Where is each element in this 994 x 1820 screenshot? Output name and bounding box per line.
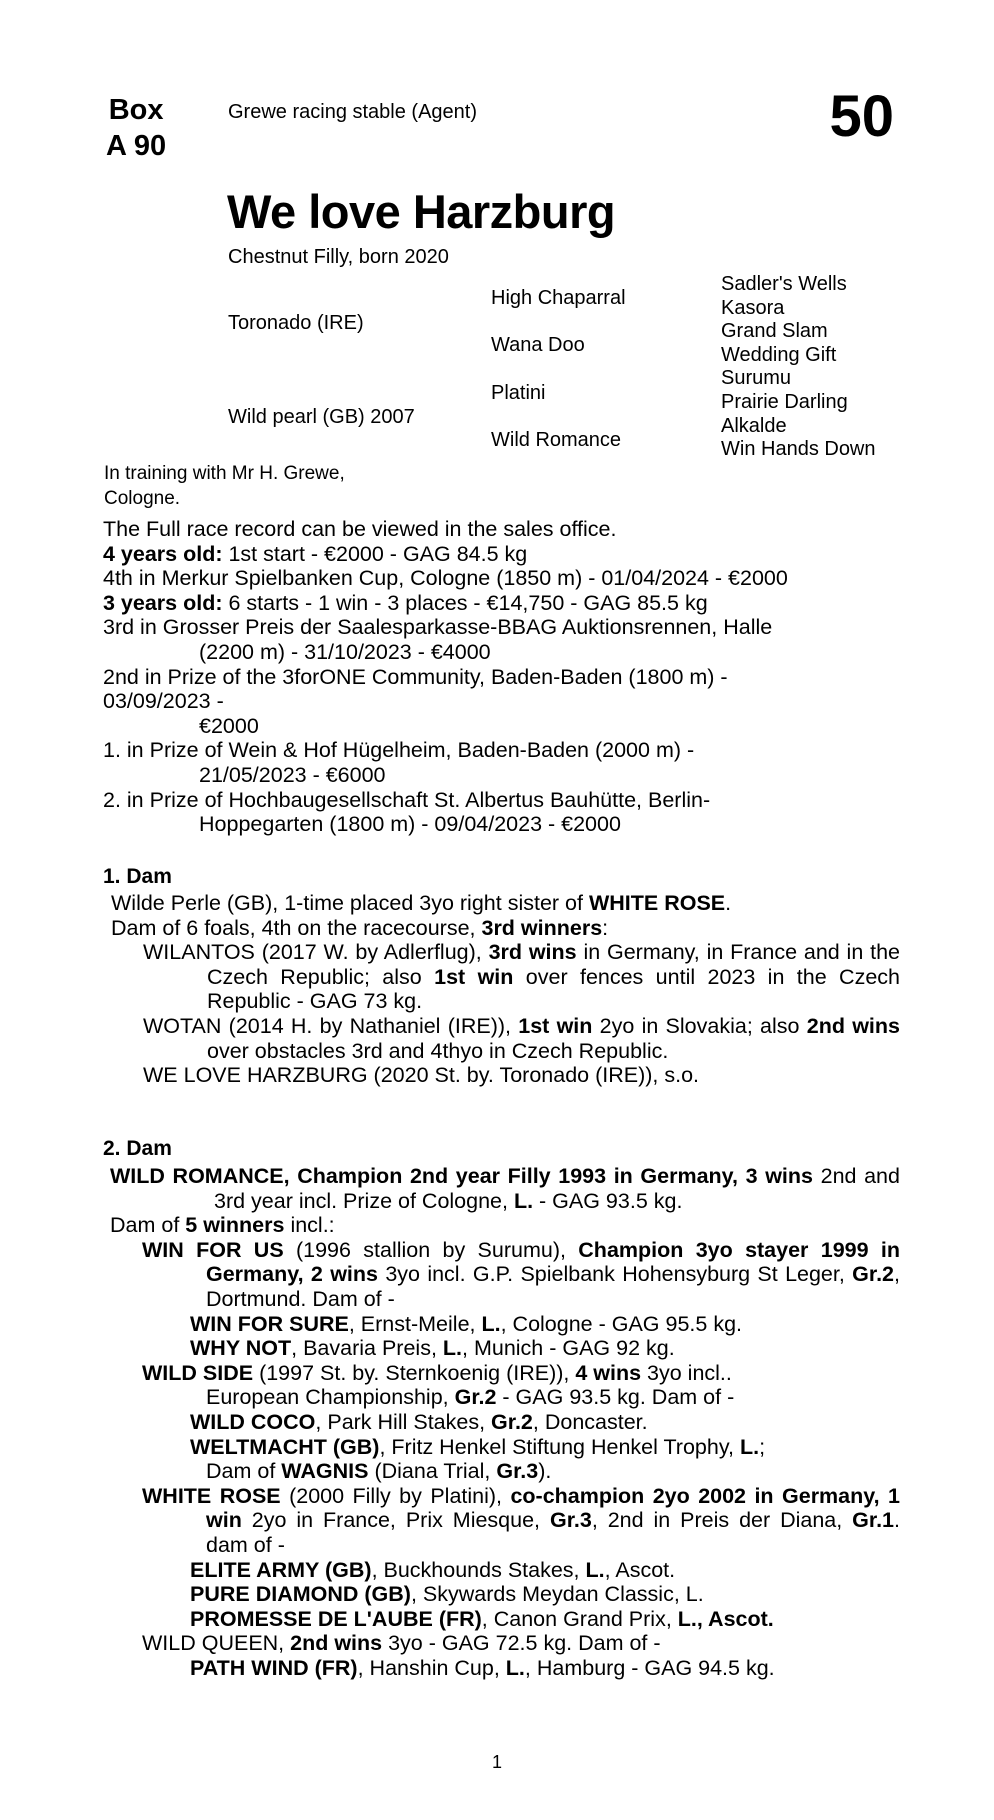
training-info	[104, 461, 434, 511]
dam2-main: WILD ROMANCE, Champion 2nd year Filly 1993 in Germany, 3 wins 2nd and 3rd year incl. Prize of Cologne, L. - GAG 93.5 kg.	[110, 1164, 900, 1213]
lot-number: 50	[829, 84, 894, 149]
pedigree-dam-dam: Wild Romance	[491, 429, 622, 451]
pedigree-g3-item: Alkalde	[721, 414, 787, 437]
box-label	[106, 92, 166, 164]
dam1-line-2: Dam of 6 foals, 4th on the racecourse, 3rd winners:	[111, 915, 609, 940]
pedigree-g3-item: Surumu	[721, 367, 792, 390]
record-3yo-summary: 6 starts - 1 win - 3 places - €14,750 - GAG 85.5 kg	[222, 590, 708, 615]
horse-description: Chestnut Filly, born 2020	[228, 246, 449, 268]
box-number: A 90	[106, 130, 167, 162]
record-4yo-summary: 1st start - €2000 - GAG 84.5 kg	[222, 541, 528, 566]
dam2-pure-diamond: PURE DIAMOND (GB), Skywards Meydan Classic, L.	[190, 1582, 704, 1607]
pedigree-third-generation	[721, 273, 876, 462]
dam1-offspring-3: WE LOVE HARZBURG (2020 St. by. Toronado (IRE)), s.o.	[143, 1063, 699, 1088]
dam2-wild-side: WILD SIDE (1997 St. by. Sternkoenig (IRE)), 4 wins 3yo incl.. European Championship, Gr.2 - GAG 93.5 kg. Dam of -	[142, 1360, 735, 1410]
pedigree-g3-item: Sadler's Wells	[721, 273, 847, 295]
pedigree-dam: Wild pearl (GB) 2007	[228, 406, 415, 428]
dam2-win-for-us: WIN FOR US (1996 stallion by Surumu), Champion 3yo stayer 1999 in Germany, 2 wins 3yo incl. G.P. Spielbank Hohensyburg St Leger, Gr.2, Dortmund. Dam of -	[142, 1237, 900, 1311]
pedigree-g3-item: Prairie Darling	[721, 390, 848, 413]
record-3yo-race-1: 3rd in Grosser Preis der Saalesparkasse-BBAG Auktionsrennen, Halle (2200 m) - 31/10/2023 - €4000	[103, 615, 773, 664]
pedigree-g3-item: Wedding Gift	[721, 343, 837, 366]
dam1-section	[111, 891, 900, 1088]
dam2-section	[110, 1164, 900, 1680]
dam2-wild-queen: WILD QUEEN, 2nd wins 3yo - GAG 72.5 kg. Dam of -	[142, 1631, 661, 1656]
record-4yo-label: 4 years old:	[103, 541, 223, 566]
dam2-win-for-sure: WIN FOR SURE, Ernst-Meile, L., Cologne - GAG 95.5 kg.	[190, 1311, 742, 1336]
record-note: The Full race record can be viewed in the sales office.	[103, 517, 617, 541]
race-record	[103, 517, 903, 837]
dam2-white-rose: WHITE ROSE (2000 Filly by Platini), co-champion 2yo 2002 in Germany, 1 win 2yo in France, Prix Miesque, Gr.3, 2nd in Preis der Diana, Gr.1. dam of -	[142, 1483, 901, 1557]
dam1-offspring-1: WILANTOS (2017 W. by Adlerflug), 3rd wins in Germany, in France and in the Czech Republic; also 1st win over fences until 2023 in the Czech Republic - GAG 73 kg.	[143, 940, 900, 1014]
dam2-weltmacht: WELTMACHT (GB), Fritz Henkel Stiftung Henkel Trophy, L.; Dam of WAGNIS (Diana Trial, Gr.3).	[190, 1434, 766, 1484]
record-3yo-label: 3 years old:	[103, 590, 223, 615]
training-line: In training with Mr H. Grewe,	[104, 463, 345, 484]
training-line: Cologne.	[104, 488, 181, 509]
pedigree-g3-item: Kasora	[721, 296, 785, 319]
page-number: 1	[491, 1752, 502, 1772]
dam1-line-1: Wilde Perle (GB), 1-time placed 3yo right sister of WHITE ROSE.	[111, 891, 732, 915]
record-4yo-race: 4th in Merkur Spielbanken Cup, Cologne (1850 m) - 01/04/2024 - €2000	[103, 566, 788, 591]
pedigree-g3-item: Grand Slam	[721, 320, 828, 343]
dam2-dam-of: Dam of 5 winners incl.:	[110, 1213, 335, 1238]
horse-name: We love Harzburg	[227, 185, 616, 238]
dam2-wild-coco: WILD COCO, Park Hill Stakes, Gr.2, Doncaster.	[190, 1409, 648, 1434]
record-4yo	[103, 542, 903, 567]
dam1-heading: 1. Dam	[103, 865, 172, 888]
record-3yo	[103, 591, 903, 616]
pedigree-sire-dam: Wana Doo	[491, 334, 585, 356]
record-3yo-race-3: 1. in Prize of Wein & Hof Hügelheim, Baden-Baden (2000 m) - 21/05/2023 - €6000	[103, 738, 695, 787]
pedigree-sire: Toronado (IRE)	[228, 312, 364, 334]
pedigree-g3-item: Win Hands Down	[721, 438, 876, 461]
dam1-offspring-2: WOTAN (2014 H. by Nathaniel (IRE)), 1st win 2yo in Slovakia; also 2nd wins over obstacles 3rd and 4thyo in Czech Republic.	[143, 1013, 900, 1063]
agent-name: Grewe racing stable (Agent)	[228, 101, 478, 123]
dam2-heading: 2. Dam	[103, 1137, 172, 1160]
record-3yo-race-2: 2nd in Prize of the 3forONE Community, Baden-Baden (1800 m) - 03/09/2023 - €2000	[103, 664, 728, 738]
pedigree-dam-sire: Platini	[491, 382, 546, 404]
dam2-path-wind: PATH WIND (FR), Hanshin Cup, L., Hamburg - GAG 94.5 kg.	[190, 1655, 775, 1680]
dam2-promesse: PROMESSE DE L'AUBE (FR), Canon Grand Prix, L., Ascot.	[190, 1606, 774, 1631]
pedigree-sire-sire: High Chaparral	[491, 287, 626, 309]
record-3yo-race-4: 2. in Prize of Hochbaugesellschaft St. Albertus Bauhütte, Berlin- Hoppegarten (1800 m) - 09/04/2023 - €2000	[103, 787, 711, 837]
dam2-why-not: WHY NOT, Bavaria Preis, L., Munich - GAG 92 kg.	[190, 1336, 675, 1361]
box-word: Box	[108, 94, 164, 126]
dam2-elite-army: ELITE ARMY (GB), Buckhounds Stakes, L., Ascot.	[190, 1557, 676, 1582]
